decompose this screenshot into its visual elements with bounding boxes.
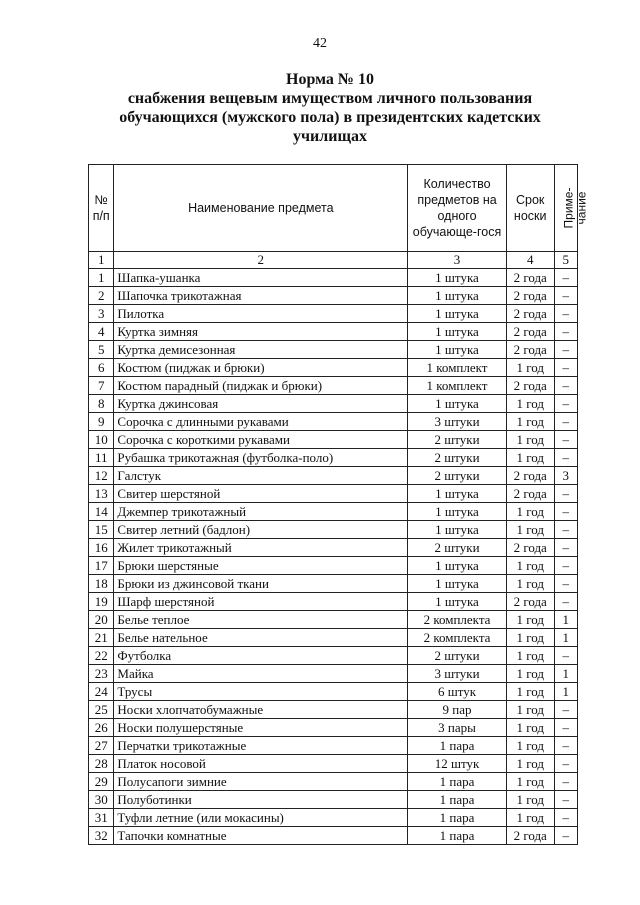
row-number: 25 xyxy=(89,701,114,719)
wear-term: 2 года xyxy=(506,377,554,395)
row-number: 2 xyxy=(89,287,114,305)
item-quantity: 1 штука xyxy=(408,395,507,413)
item-note: 1 xyxy=(554,629,577,647)
wear-term: 1 год xyxy=(506,395,554,413)
item-name: Футболка xyxy=(114,647,408,665)
item-note: – xyxy=(554,305,577,323)
wear-term: 2 года xyxy=(506,539,554,557)
index-cell: 3 xyxy=(408,252,507,269)
item-name: Туфли летние (или мокасины) xyxy=(114,809,408,827)
wear-term: 1 год xyxy=(506,719,554,737)
item-name: Перчатки трикотажные xyxy=(114,737,408,755)
item-name: Майка xyxy=(114,665,408,683)
table-row xyxy=(89,737,578,755)
item-quantity: 1 штука xyxy=(408,269,507,287)
item-note: 3 xyxy=(554,467,577,485)
row-number: 31 xyxy=(89,809,114,827)
table-row xyxy=(89,449,578,467)
table-row xyxy=(89,521,578,539)
item-quantity: 12 штук xyxy=(408,755,507,773)
item-quantity: 2 комплекта xyxy=(408,629,507,647)
page-number: 42 xyxy=(313,36,327,51)
row-number: 12 xyxy=(89,467,114,485)
table-row xyxy=(89,557,578,575)
item-name: Носки полушерстяные xyxy=(114,719,408,737)
item-name: Шарф шерстяной xyxy=(114,593,408,611)
item-note: – xyxy=(554,287,577,305)
table-row xyxy=(89,611,578,629)
table-row xyxy=(89,269,578,287)
wear-term: 1 год xyxy=(506,629,554,647)
item-name: Свитер летний (бадлон) xyxy=(114,521,408,539)
row-number: 6 xyxy=(89,359,114,377)
header-row xyxy=(89,165,578,252)
item-name: Пилотка xyxy=(114,305,408,323)
table-row xyxy=(89,665,578,683)
wear-term: 1 год xyxy=(506,503,554,521)
wear-term: 1 год xyxy=(506,737,554,755)
index-cell: 5 xyxy=(554,252,577,269)
item-note: – xyxy=(554,431,577,449)
row-number: 28 xyxy=(89,755,114,773)
header-note xyxy=(554,165,589,252)
item-quantity: 2 штуки xyxy=(408,431,507,449)
wear-term: 1 год xyxy=(506,809,554,827)
row-number: 15 xyxy=(89,521,114,539)
header-qty: Количество предметов на одного обучающе-гося xyxy=(408,165,507,252)
row-number: 9 xyxy=(89,413,114,431)
item-quantity: 1 штука xyxy=(408,557,507,575)
row-number: 29 xyxy=(89,773,114,791)
item-quantity: 1 пара xyxy=(408,809,507,827)
header-term: Срок носки xyxy=(506,165,554,252)
item-quantity: 1 штука xyxy=(408,323,507,341)
row-number: 1 xyxy=(89,269,114,287)
item-quantity: 1 пара xyxy=(408,737,507,755)
row-number: 3 xyxy=(89,305,114,323)
row-number: 17 xyxy=(89,557,114,575)
item-note: – xyxy=(554,719,577,737)
wear-term: 2 года xyxy=(506,323,554,341)
wear-term: 2 года xyxy=(506,485,554,503)
item-note: – xyxy=(554,773,577,791)
item-name: Галстук xyxy=(114,467,408,485)
item-quantity: 3 пары xyxy=(408,719,507,737)
item-quantity: 1 штука xyxy=(408,521,507,539)
row-number: 27 xyxy=(89,737,114,755)
table-row xyxy=(89,377,578,395)
table-row xyxy=(89,485,578,503)
wear-term: 1 год xyxy=(506,431,554,449)
row-number: 22 xyxy=(89,647,114,665)
item-quantity: 3 штуки xyxy=(408,665,507,683)
item-quantity: 6 штук xyxy=(408,683,507,701)
item-name: Костюм (пиджак и брюки) xyxy=(114,359,408,377)
header-note-line2: чание xyxy=(574,191,589,224)
item-note: – xyxy=(554,323,577,341)
wear-term: 1 год xyxy=(506,647,554,665)
item-quantity: 2 штуки xyxy=(408,467,507,485)
item-name: Жилет трикотажный xyxy=(114,539,408,557)
item-note: 1 xyxy=(554,683,577,701)
title-line-3: обучающихся (мужского пола) в президентских кадетских xyxy=(119,109,541,126)
item-note: – xyxy=(554,359,577,377)
wear-term: 1 год xyxy=(506,755,554,773)
row-number: 24 xyxy=(89,683,114,701)
item-note: 1 xyxy=(554,665,577,683)
item-quantity: 1 штука xyxy=(408,485,507,503)
item-note: – xyxy=(554,269,577,287)
table-row xyxy=(89,323,578,341)
table-row xyxy=(89,827,578,845)
item-quantity: 1 штука xyxy=(408,593,507,611)
header-note-line1: Приме- xyxy=(561,187,576,228)
row-number: 7 xyxy=(89,377,114,395)
wear-term: 1 год xyxy=(506,449,554,467)
item-name: Куртка зимняя xyxy=(114,323,408,341)
item-quantity: 1 штука xyxy=(408,287,507,305)
table-row xyxy=(89,593,578,611)
table-row xyxy=(89,413,578,431)
header-num: № п/п xyxy=(89,165,114,252)
item-name: Шапочка трикотажная xyxy=(114,287,408,305)
wear-term: 2 года xyxy=(506,827,554,845)
item-name: Платок носовой xyxy=(114,755,408,773)
item-quantity: 1 штука xyxy=(408,575,507,593)
row-number: 21 xyxy=(89,629,114,647)
wear-term: 1 год xyxy=(506,773,554,791)
item-name: Тапочки комнатные xyxy=(114,827,408,845)
wear-term: 2 года xyxy=(506,305,554,323)
item-quantity: 1 штука xyxy=(408,341,507,359)
wear-term: 1 год xyxy=(506,359,554,377)
item-quantity: 1 пара xyxy=(408,773,507,791)
title-line-2: снабжения вещевым имуществом личного пользования xyxy=(127,90,533,107)
item-quantity: 1 комплект xyxy=(408,377,507,395)
wear-term: 2 года xyxy=(506,269,554,287)
item-quantity: 2 штуки xyxy=(408,647,507,665)
item-quantity: 1 штука xyxy=(408,503,507,521)
table-row xyxy=(89,629,578,647)
header-name: Наименование предмета xyxy=(114,165,408,252)
item-note: – xyxy=(554,377,577,395)
wear-term: 1 год xyxy=(506,557,554,575)
supply-norm-table xyxy=(88,164,589,845)
item-name: Сорочка с короткими рукавами xyxy=(114,431,408,449)
item-note: – xyxy=(554,449,577,467)
item-note: – xyxy=(554,809,577,827)
document-title xyxy=(80,70,580,146)
item-note: – xyxy=(554,503,577,521)
row-number: 5 xyxy=(89,341,114,359)
item-quantity: 2 штуки xyxy=(408,449,507,467)
row-number: 23 xyxy=(89,665,114,683)
item-note: – xyxy=(554,791,577,809)
wear-term: 1 год xyxy=(506,575,554,593)
item-note: – xyxy=(554,827,577,845)
wear-term: 1 год xyxy=(506,683,554,701)
table-row xyxy=(89,809,578,827)
table-row xyxy=(89,395,578,413)
table-row xyxy=(89,791,578,809)
table-row xyxy=(89,359,578,377)
table-row xyxy=(89,683,578,701)
item-quantity: 1 штука xyxy=(408,305,507,323)
item-name: Белье нательное xyxy=(114,629,408,647)
index-cell: 1 xyxy=(89,252,114,269)
wear-term: 1 год xyxy=(506,701,554,719)
row-number: 16 xyxy=(89,539,114,557)
item-quantity: 2 штуки xyxy=(408,539,507,557)
wear-term: 1 год xyxy=(506,521,554,539)
item-name: Куртка джинсовая xyxy=(114,395,408,413)
item-note: – xyxy=(554,485,577,503)
item-quantity: 1 пара xyxy=(408,791,507,809)
table-row xyxy=(89,719,578,737)
table-row xyxy=(89,341,578,359)
table-row xyxy=(89,701,578,719)
wear-term: 2 года xyxy=(506,593,554,611)
title-line-4: училищах xyxy=(293,128,367,145)
wear-term: 2 года xyxy=(506,287,554,305)
item-name: Свитер шерстяной xyxy=(114,485,408,503)
item-name: Полуботинки xyxy=(114,791,408,809)
row-number: 20 xyxy=(89,611,114,629)
row-number: 14 xyxy=(89,503,114,521)
table-row xyxy=(89,287,578,305)
item-note: – xyxy=(554,539,577,557)
item-note: – xyxy=(554,755,577,773)
item-quantity: 9 пар xyxy=(408,701,507,719)
row-number: 18 xyxy=(89,575,114,593)
item-note: 1 xyxy=(554,611,577,629)
item-name: Шапка-ушанка xyxy=(114,269,408,287)
wear-term: 1 год xyxy=(506,611,554,629)
item-name: Трусы xyxy=(114,683,408,701)
item-note: – xyxy=(554,395,577,413)
item-note: – xyxy=(554,593,577,611)
item-name: Куртка демисезонная xyxy=(114,341,408,359)
index-cell: 2 xyxy=(114,252,408,269)
table-row xyxy=(89,305,578,323)
item-name: Брюки шерстяные xyxy=(114,557,408,575)
item-quantity: 3 штуки xyxy=(408,413,507,431)
table-row xyxy=(89,431,578,449)
table-row xyxy=(89,773,578,791)
row-number: 26 xyxy=(89,719,114,737)
item-note: – xyxy=(554,737,577,755)
row-number: 4 xyxy=(89,323,114,341)
table-row xyxy=(89,755,578,773)
item-note: – xyxy=(554,521,577,539)
row-number: 19 xyxy=(89,593,114,611)
row-number: 32 xyxy=(89,827,114,845)
item-name: Полусапоги зимние xyxy=(114,773,408,791)
wear-term: 1 год xyxy=(506,791,554,809)
row-number: 11 xyxy=(89,449,114,467)
wear-term: 1 год xyxy=(506,665,554,683)
table-row xyxy=(89,647,578,665)
wear-term: 2 года xyxy=(506,341,554,359)
item-note: – xyxy=(554,557,577,575)
row-number: 13 xyxy=(89,485,114,503)
item-note: – xyxy=(554,647,577,665)
item-note: – xyxy=(554,701,577,719)
column-index-row xyxy=(89,252,578,269)
row-number: 30 xyxy=(89,791,114,809)
table-row xyxy=(89,503,578,521)
item-name: Рубашка трикотажная (футболка-поло) xyxy=(114,449,408,467)
table-row xyxy=(89,575,578,593)
item-name: Брюки из джинсовой ткани xyxy=(114,575,408,593)
item-name: Джемпер трикотажный xyxy=(114,503,408,521)
item-name: Сорочка с длинными рукавами xyxy=(114,413,408,431)
row-number: 8 xyxy=(89,395,114,413)
item-note: – xyxy=(554,575,577,593)
table-row xyxy=(89,539,578,557)
wear-term: 1 год xyxy=(506,413,554,431)
item-name: Белье теплое xyxy=(114,611,408,629)
row-number: 10 xyxy=(89,431,114,449)
table-row xyxy=(89,467,578,485)
index-cell: 4 xyxy=(506,252,554,269)
item-quantity: 1 комплект xyxy=(408,359,507,377)
item-note: – xyxy=(554,413,577,431)
item-note: – xyxy=(554,341,577,359)
item-name: Носки хлопчатобумажные xyxy=(114,701,408,719)
title-line-1: Норма № 10 xyxy=(286,71,374,88)
item-quantity: 2 комплекта xyxy=(408,611,507,629)
wear-term: 2 года xyxy=(506,467,554,485)
item-quantity: 1 пара xyxy=(408,827,507,845)
item-name: Костюм парадный (пиджак и брюки) xyxy=(114,377,408,395)
